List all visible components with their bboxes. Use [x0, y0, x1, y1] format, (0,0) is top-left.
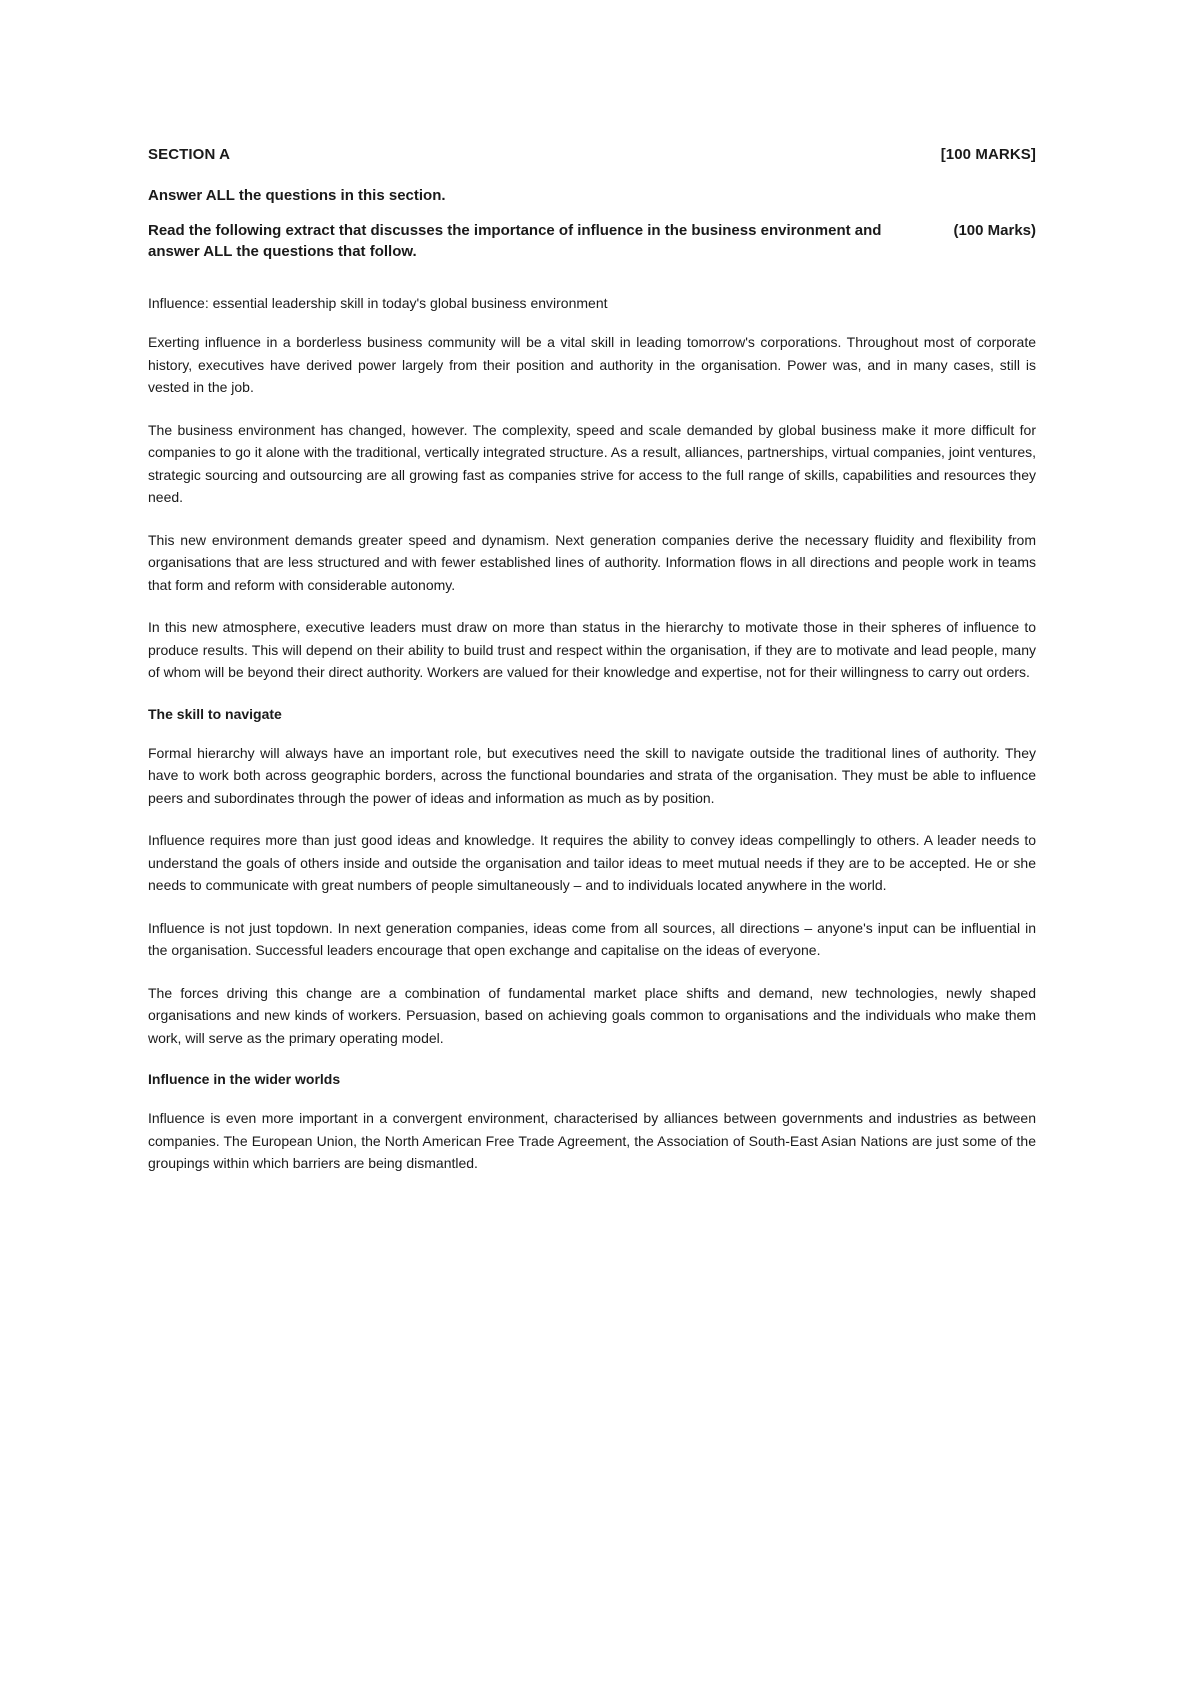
instruction: Answer ALL the questions in this section.: [148, 187, 446, 204]
subheading-navigate: The skill to navigate: [148, 705, 282, 722]
extract-paragraph: In this new atmosphere, executive leaders must draw on more than status in the hierarchy to motivate those in their spheres of influence to produce results. This will depend on their ability to build trust and respect within the organisation, if they are to motivate and lead people, many of whom will be beyond their direct authority. Workers are valued for their knowledge and expertise, not for their willingness to carry out orders.: [148, 619, 1036, 680]
extract-paragraph: Exerting influence in a borderless business community will be a vital skill in leading tomorrow's corporations. Throughout most of corporate history, executives have derived power largely from their position and authority in the organisation. Power was, and in many cases, still is vested in the job.: [148, 334, 1036, 395]
extract-paragraph: This new environment demands greater speed and dynamism. Next generation companies derive the necessary fluidity and flexibility from organisations that are less structured and with fewer established lines of authority. Information flows in all directions and people work in teams that form and reform with considerable autonomy.: [148, 531, 1036, 593]
subheading-wider-worlds: Influence in the wider worlds: [148, 1071, 341, 1087]
extract-paragraph: The business environment has changed, however. The complexity, speed and scale demanded by global business make it more difficult for companies to go it alone with the traditional, vertically integrated structure. As a result, alliances, partnerships, virtual companies, joint ventures, strategic sourcing and outsourcing are all growing fast as companies strive for access to the full range of skills, capabilities and resources they need.: [148, 421, 1036, 505]
document-page: [148, 146, 1036, 1175]
section-total-marks: [100 MARKS]: [940, 146, 1036, 163]
extract-paragraph: Influence requires more than just good ideas and knowledge. It requires the ability to convey ideas compellingly to others. A leader needs to understand the goals of others inside and outside the organisation and tailor ideas to meet mutual needs if they are to be accepted. He or she needs to communicate with great numbers of people simultaneously – and to individuals located anywhere in the world.: [148, 832, 1036, 893]
extract-title: Influence: essential leadership skill in today's global business environment: [148, 295, 608, 311]
extract-paragraph: Formal hierarchy will always have an important role, but executives need the skill to navigate outside the traditional lines of authority. They have to work both across geographic borders, across the functional boundaries and strata of the organisation. They must be able to influence peers and subordinates through the power of ideas and information as much as by position.: [148, 744, 1036, 806]
reading-instruction-text: Read the following extract that discusses the importance of influence in the business environment and answer ALL the questions that follow.: [148, 222, 882, 260]
section-label: SECTION A: [148, 146, 231, 163]
extract-paragraph: Influence is even more important in a convergent environment, characterised by alliances between governments and industries as between companies. The European Union, the North American Free Trade Agreement, the Association of South-East Asian Nations are just some of the groupings within which barriers are being dismantled.: [148, 1110, 1036, 1171]
question-marks: (100 Marks): [953, 222, 1036, 239]
extract-paragraph: The forces driving this change are a combination of fundamental market place shifts and demand, new technologies, newly shaped organisations and new kinds of workers. Persuasion, based on achieving goals common to organisations and the individuals who make them work, will serve as the primary operating model.: [148, 984, 1036, 1046]
reading-instruction: [148, 220, 1036, 262]
extract-paragraph: Influence is not just topdown. In next generation companies, ideas come from all sources, all directions – anyone's input can be influential in the organisation. Successful leaders encourage that open exchange and capitalise on the ideas of everyone.: [148, 919, 1036, 958]
section-header: [148, 146, 1036, 163]
